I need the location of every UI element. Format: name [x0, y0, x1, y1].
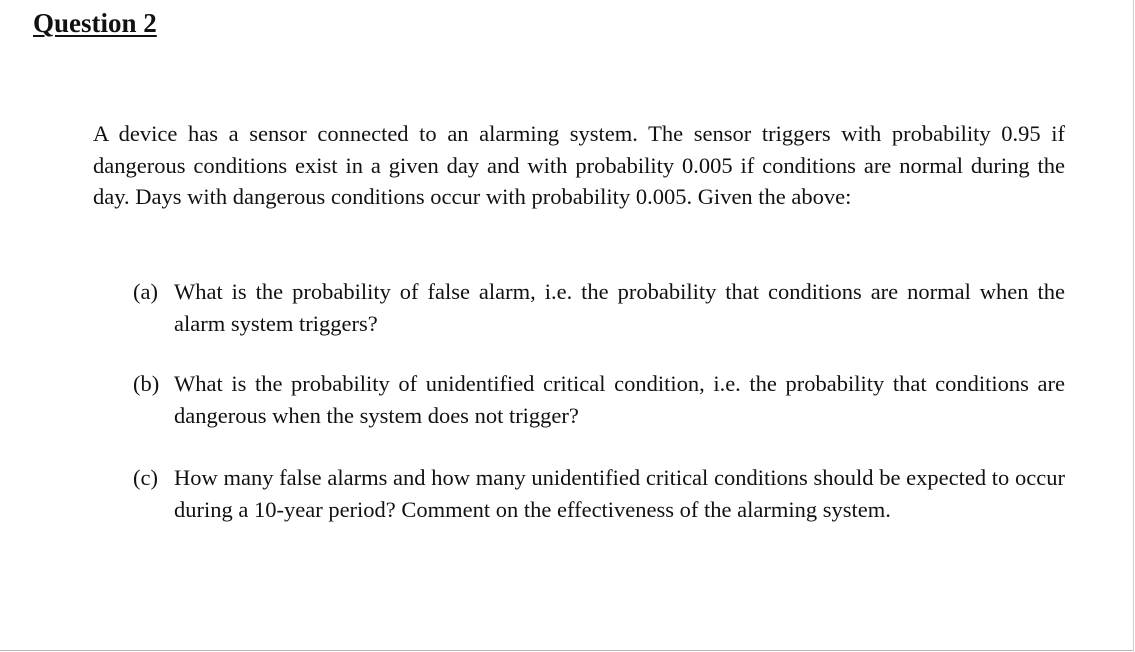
sub-question-c — [133, 462, 1065, 525]
question-heading: Question 2 — [33, 8, 157, 38]
sub-question-label: (c) — [133, 465, 158, 490]
sub-question-label: (a) — [133, 279, 158, 304]
problem-statement: A device has a sensor connected to an alarming system. The sensor triggers with probability 0.95 if dangerous conditions exist in a given day and with probability 0.005 if conditions are normal during the day. Days with dangerous conditions occur with probability 0.005. Given the above: — [93, 121, 1065, 209]
sub-question-b — [133, 368, 1065, 431]
sub-question-text: What is the probability of unidentified critical condition, i.e. the probability that conditions are dangerous when the system does not trigger? — [174, 371, 1065, 428]
sub-question-text: What is the probability of false alarm, i.e. the probability that conditions are normal when the alarm system triggers? — [174, 279, 1065, 336]
sub-question-text: How many false alarms and how many unidentified critical conditions should be expected to occur during a 10-year period? Comment on the effectiveness of the alarming system. — [174, 465, 1065, 522]
sub-question-label: (b) — [133, 371, 160, 396]
sub-question-a — [133, 276, 1065, 339]
